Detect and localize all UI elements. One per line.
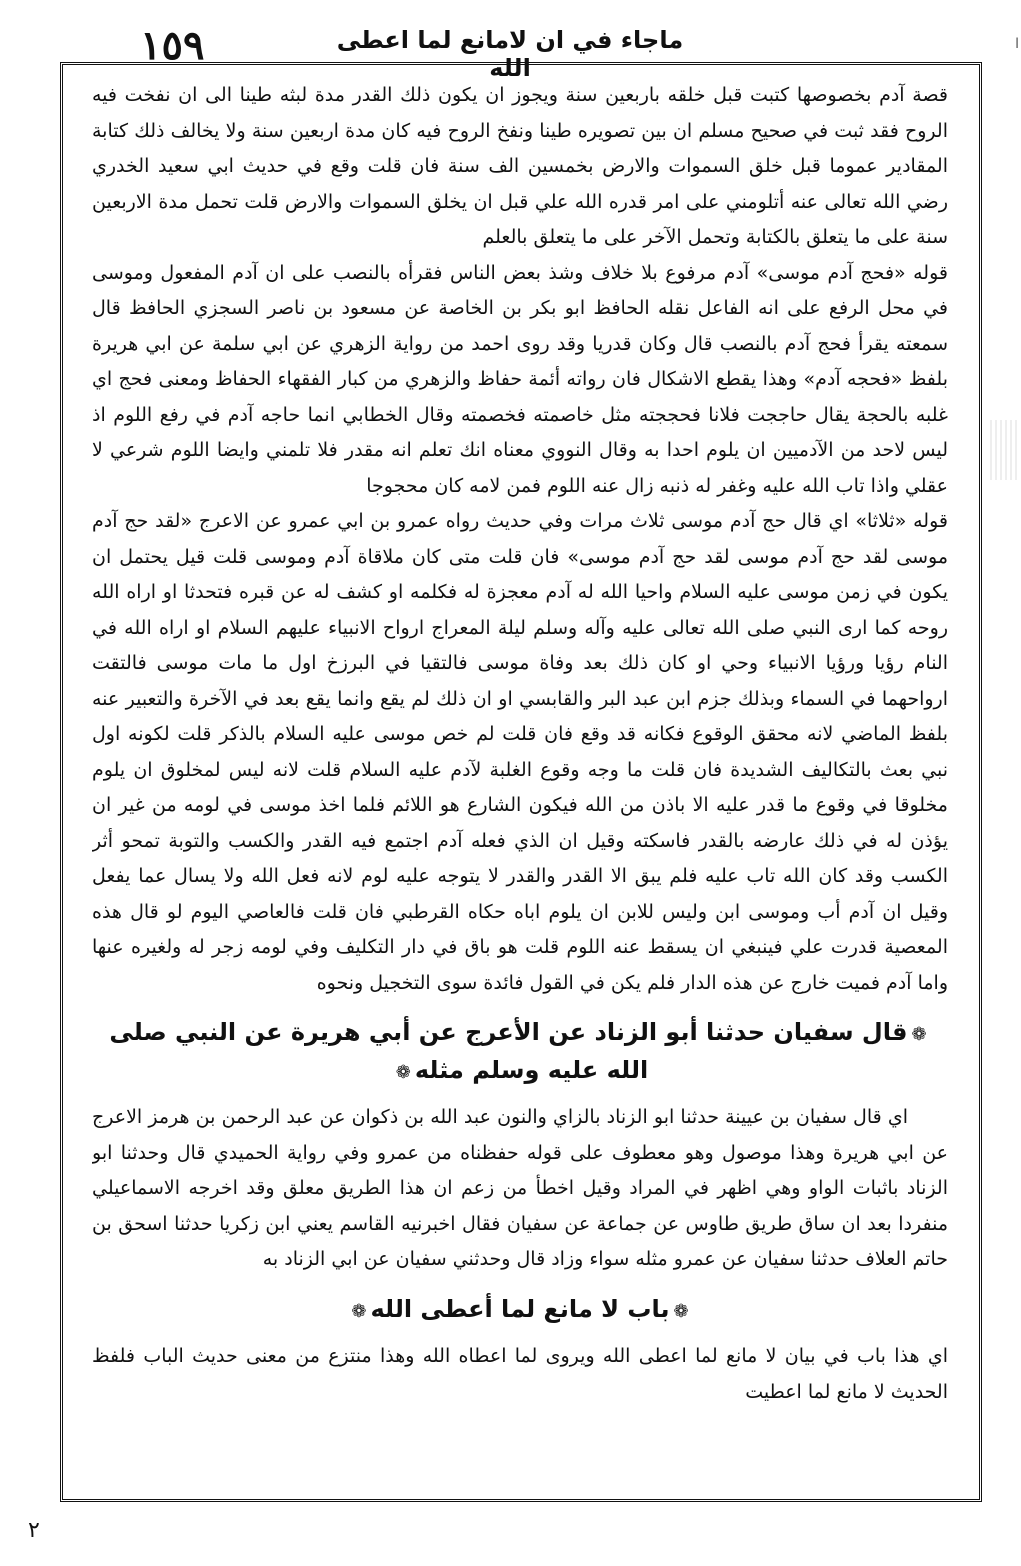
chapter-heading-text: باب لا مانع لما أعطى الله [370,1294,670,1323]
page-body [92,78,948,1488]
page-number: ١٥٩ [140,22,205,69]
running-header-title: ماجاء في ان لامانع لما اعطى الله [336,26,684,82]
commentary-paragraph-1: قصة آدم بخصوصها كتبت قبل خلقه باربعين سنة ويجوز ان يكون ذلك القدر مدة لبثه طينا الى ان نفخت فيه الروح فقد ثبت في صحيح مسلم ان بين تصويره طينا ونفخ الروح فيه كان مدة اربعين سنة ولا يخالف ذلك كتابة المقادير عموما قبل خلق السموات والارض بخمسين الف سنة فان قلت وقع في حديث ابي سعيد الخدري رضي الله تعالى عنه أتلومني على امر قدره الله علي قبل ان يخلق السموات والارض قلت تحمل مدة الاربعين سنة على ما يتعلق بالكتابة وتحمل الآخر على ما يتعلق بالعلم [92,84,948,248]
ornament-open-icon: ❁ [911,1024,927,1045]
footer-mark: ٢ [28,1518,40,1543]
chapter-heading [92,1292,948,1330]
hadith-commentary: اي قال سفيان بن عيينة حدثنا ابو الزناد بالزاي والنون عبد الله بن ذكوان عن عبد الرحمن بن هرمز الاعرج عن ابي هريرة وهذا موصول وهو معطوف على قوله حفظناه من عمرو وفي رواية الحميدي قال وحدثنا ابو الزناد باثبات الواو وهي اظهر في المراد وقيل اخطأ من زعم ان هذا الطريق معلق وقد اخرجه الاسماعيلي منفردا بعد ان ساق طريق طاوس عن جماعة عن سفيان فقال اخبرنيه القاسم يعني ابن زكريا حدثنا اسحق بن حاتم العلاف حدثنا سفيان عن عمرو مثله سواء وزاد قال وحدثني سفيان عن ابي الزناد به [92,1106,948,1270]
ornament-close-icon: ❁ [395,1061,411,1083]
corner-mark: ا [1015,36,1019,52]
commentary-paragraph-2: قوله «فحج آدم موسى» آدم مرفوع بلا خلاف وشذ بعض الناس فقرأه بالنصب على ان آدم المفعول وموسى في محل الرفع على انه الفاعل نقله الحافظ ابو بكر بن الخاصة عن مسعود بن ناصر السجزي الحافظ قال سمعته يقرأ فحج آدم بالنصب قال وكان قدريا وقد روى احمد من رواية الزهري عن ابي سلمة عن ابي هريرة بلفظ «فحجه آدم» وهذا يقطع الاشكال فان رواته أئمة حفاظ والزهري من كبار الفقهاء الحفاظ ومعنى فحج اي غلبه بالحجة يقال حاججت فلانا فحججته مثل خاصمته فخصمته وقال الخطابي انما حاجه آدم في رفع اللوم اذ ليس لاحد من الآدميين ان يلوم احدا به وقال النووي معناه انك تعلم انه مقدر فلا تلمني وايضا اللوم شرعي لا عقلي واذا تاب الله عليه وغفر له ذنبه زال عنه اللوم فمن لامه كان محجوجا [92,261,948,497]
hadith-heading [92,1015,948,1090]
scan-artifact [990,420,1020,480]
ornament-close-icon: ❁ [351,1300,367,1322]
hadith-heading-text: قال سفيان حدثنا أبو الزناد عن الأعرج عن أبي هريرة عن النبي صلى الله عليه وسلم مثله [109,1018,908,1084]
ornament-open-icon: ❁ [673,1300,689,1322]
chapter-commentary: اي هذا باب في بيان لا مانع لما اعطى الله ويروى لما اعطاه الله وهذا منتزع من معنى حديث الباب فلفظ الحديث لا مانع لما اعطيت [92,1345,948,1403]
commentary-paragraph-3: قوله «ثلاثا» اي قال حج آدم موسى ثلاث مرات وفي حديث رواه عمرو بن ابي عمرو عن الاعرج «لقد حج آدم موسى لقد حج آدم موسى لقد حج آدم موسى» فان قلت متى كان ملاقاة آدم وموسى قلت قيل يحتمل ان يكون في زمن موسى عليه السلام واحيا الله له آدم معجزة له فكلمه او كشف له عن قبره فتحدثا او اراه الله روحه كما ارى النبي صلى الله تعالى عليه وآله وسلم ليلة المعراج ارواح الانبياء عليهم السلام او اراه الله في النام رؤيا ورؤيا الانبياء وحي او كان ذلك بعد وفاة موسى فالتقيا في البرزخ اول ما مات موسى فالتقت ارواحهما في السماء وبذلك جزم ابن عبد البر والقابسي او ان ذلك لم يقع وانما يقع بعد في الآخرة والتعبير عنه بلفظ الماضي لانه محقق الوقوع فكانه قد وقع فان قلت لم خص موسى عليه السلام بالذكر قلت لكونه اول نبي بعث بالتكاليف الشديدة فان قلت ما وجه وقوع الغلبة لآدم عليه السلام قلت لانه ليس لمخلوق ان يلوم مخلوقا في وقوع ما قدر عليه الا باذن من الله فيكون الشارع هو اللائم فلما اخذ موسى في لومه من غير ان يؤذن له في ذلك عارضه بالقدر فاسكته وقيل ان الذي فعله آدم اجتمع فيه القدر والكسب والتوبة تمحو أثر الكسب وقد كان الله تاب عليه فلم يبق الا القدر والقدر لا يتوجه عليه لوم لانه فعل الله ولا يسال عما يفعل وقيل ان آدم أب وموسى ابن وليس للابن ان يلوم اباه حكاه القرطبي فان قلت فالعاصي اليوم لو قال هذه المعصية قدرت علي فينبغي ان يسقط عنه اللوم قلت هو باق في دار التكليف وفي لومه زجر له ولغيره عنها واما آدم فميت خارج عن هذه الدار فلم يكن في القول فائدة سوى التخجيل ونحوه [92,510,948,994]
